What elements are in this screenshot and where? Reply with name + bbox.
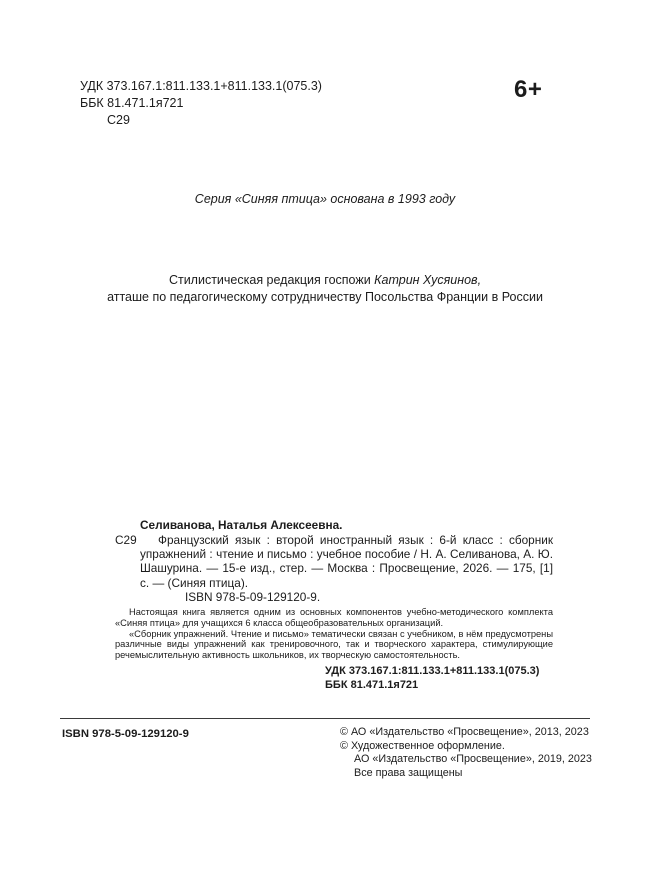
editorial-note-line1 — [0, 272, 650, 289]
bibliographic-block — [115, 518, 553, 692]
bbk-bold-line: ББК 81.471.1я721 — [325, 678, 419, 691]
copyright-line-2: © Художественное оформление. — [340, 739, 505, 752]
editor-name: Катрин Хусяинов, — [374, 273, 482, 287]
udk-line: УДК 373.167.1:811.133.1+811.133.1(075.3) — [80, 79, 322, 93]
classification-block — [80, 78, 322, 129]
copyright-line-1: © АО «Издательство «Просвещение», 2013, 2023 — [340, 726, 589, 738]
udk-bbk-block — [325, 665, 553, 692]
author-heading: Селиванова, Наталья Алексеевна. — [140, 518, 343, 532]
editorial-prefix: Стилистическая редакция госпожи — [168, 273, 375, 287]
copyright-block — [340, 726, 592, 780]
copyright-line-3: АО «Издательство «Просвещение», 2019, 2023 — [354, 753, 592, 766]
copyright-line-4: Все права защищены — [354, 766, 463, 779]
editorial-note-line2: атташе по педагогическому сотрудничеству Посольства Франции в России — [107, 290, 543, 304]
footer-isbn: ISBN 978-5-09-129120-9 — [62, 728, 189, 740]
series-note: Серия «Синяя птица» основана в 1993 году — [194, 192, 456, 206]
authority-code: С29 — [107, 113, 130, 127]
description-row — [115, 533, 553, 604]
isbn-line: ISBN 978-5-09-129120-9. — [185, 589, 321, 604]
udk-bold-line: УДК 373.167.1:811.133.1+811.133.1(075.3) — [325, 665, 540, 677]
annotation-paragraph-2: «Сборник упражнений. Чтение и письмо» тематически связан с учебником, в нём предусмотрены различные виды упражнений как тренировочного, так и творческого характера, стимулирующие речемыслительную активность школьников, их творческую самостоятельность. — [115, 628, 553, 661]
editorial-note — [0, 272, 650, 306]
bbk-line: ББК 81.471.1я721 — [80, 96, 184, 110]
annotation-paragraph-1: Настоящая книга является одним из основных компонентов учебно-методического комплекта «Синяя птица» для учащихся 6 класса общеобразовательных организаций. — [115, 607, 553, 628]
divider-rule — [60, 718, 590, 719]
catalog-code: С29 — [115, 533, 137, 547]
age-rating-badge: 6+ — [514, 76, 543, 103]
bibliographic-description: Французский язык : второй иностранный язык : 6-й класс : сборник упражнений : чтение и письмо : учебное пособие / Н. А. Селиванова, А. Ю. Шашурина. — 15-е изд., стер. — Москва : Просвещение, 2026. — 175, [1] с. — (Синяя птица). — [140, 533, 553, 590]
